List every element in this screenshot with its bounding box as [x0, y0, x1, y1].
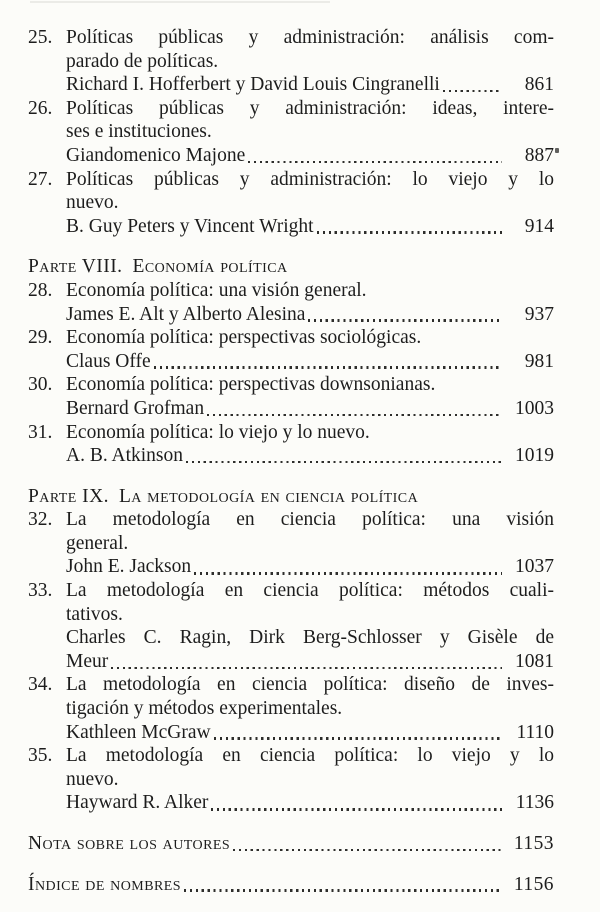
entry-title-text: La metodología en ciencia política: una visión	[66, 509, 554, 531]
entry-title-text: Economía política: perspectivas sociológicas.	[66, 327, 422, 349]
back-matter-title: Nota sobre los autores	[28, 833, 231, 854]
part-heading	[28, 485, 554, 509]
entry-author-row	[28, 73, 554, 97]
author-name: Meur	[66, 650, 109, 672]
page-number: 1003	[515, 397, 554, 419]
dot-leader	[248, 161, 502, 163]
dot-leader	[317, 231, 502, 233]
entry-number: 33.	[28, 580, 53, 602]
page-number: 914	[524, 215, 554, 237]
author-name: Bernard Grofman	[66, 397, 205, 419]
dot-leader	[443, 90, 502, 92]
page-number: 1156	[513, 873, 554, 895]
entry-title-continuation: tativos.	[66, 603, 123, 625]
back-matter-row	[28, 832, 554, 856]
entry-title-text: La metodología en ciencia política: diseño de inves-	[66, 674, 554, 696]
entry-title-line	[28, 168, 554, 192]
author-name: Hayward R. Alker	[66, 792, 209, 814]
entry-number: 34.	[28, 674, 53, 696]
page-number: 1153	[513, 833, 554, 854]
entry-author-row	[28, 444, 554, 468]
page-number: 1037	[515, 556, 554, 578]
back-matter-title: Índice de nombres	[28, 873, 182, 895]
entry-title-line	[28, 508, 554, 532]
entry-title-continuation: nuevo.	[66, 192, 119, 214]
author-name: B. Guy Peters y Vincent Wright	[66, 215, 314, 237]
part-title: La metodología en ciencia política	[118, 485, 419, 507]
entry-title-line	[28, 97, 554, 121]
author-name: Kathleen McGraw	[66, 721, 211, 743]
entry-number: 32.	[28, 509, 53, 531]
page-number: 861	[524, 74, 554, 96]
entry-title-line	[28, 421, 554, 445]
part-title: Economía política	[132, 256, 288, 278]
author-name: A. B. Atkinson	[66, 445, 184, 467]
entry-number: 30.	[28, 374, 53, 396]
entry-title-line	[28, 26, 554, 50]
entry-title-text: Políticas públicas y administración: análisis com-	[66, 27, 554, 48]
dot-leader	[154, 366, 502, 368]
entry-number: 35.	[28, 745, 53, 767]
entry-author-row	[28, 650, 554, 674]
dot-leader	[308, 319, 502, 321]
entry-title-text: Políticas públicas y administración: ideas, intere-	[66, 97, 554, 119]
dot-leader	[184, 889, 502, 891]
page-number: 981	[524, 350, 554, 372]
entry-author-row	[28, 555, 554, 579]
entry-title-line	[28, 744, 554, 768]
dot-leader	[194, 572, 502, 574]
entry-title-line	[28, 579, 554, 603]
entry-title-text: Economía política: una visión general.	[66, 279, 367, 301]
part-label: Parte VIII.	[28, 256, 123, 278]
dot-leader	[211, 808, 502, 810]
author-name: Claus Offe	[66, 350, 151, 372]
entry-title-line	[28, 373, 554, 397]
entry-author-row	[28, 350, 554, 374]
entry-number: 29.	[28, 327, 53, 349]
part-label: Parte IX.	[28, 485, 109, 507]
entry-number: 25.	[28, 27, 53, 48]
dot-leader	[186, 461, 502, 463]
entry-author-row	[28, 721, 554, 745]
entry-title-text: La metodología en ciencia política: métodos cuali-	[66, 580, 554, 602]
author-name: John E. Jackson	[66, 556, 192, 578]
entry-author-row	[28, 215, 554, 239]
page-number: 887	[524, 144, 554, 166]
entry-title-line	[28, 279, 554, 303]
page-number: 1110	[516, 721, 554, 743]
entry-title-text: Economía política: lo viejo y lo nuevo.	[66, 421, 370, 443]
entry-title-continuation: tigación y métodos experimentales.	[66, 698, 343, 720]
entry-author-row	[28, 791, 554, 815]
entry-title-continuation: general.	[66, 532, 129, 554]
entry-number: 27.	[28, 168, 53, 190]
entry-author-row	[28, 303, 554, 327]
entry-title-text: Economía política: perspectivas downsonianas.	[66, 374, 436, 396]
author-name: James E. Alt y Alberto Alesina	[66, 303, 306, 325]
entry-author-row	[28, 397, 554, 421]
dot-leader	[233, 849, 502, 851]
part-heading	[28, 255, 554, 279]
entry-title-line	[28, 673, 554, 697]
dot-leader	[111, 667, 502, 669]
dot-leader	[207, 414, 502, 416]
entry-number: 28.	[28, 279, 53, 301]
entry-title-continuation: ses e instituciones.	[66, 121, 212, 143]
author-name: Giandomenico Majone	[66, 144, 246, 166]
page-number: 1019	[515, 445, 554, 467]
back-matter-row	[28, 873, 554, 897]
entry-title-continuation: parado de políticas.	[66, 50, 219, 72]
entry-title-text: La metodología en ciencia política: lo viejo y lo	[66, 745, 554, 767]
scan-speck-artifact	[555, 148, 559, 153]
entry-title-line	[28, 326, 554, 350]
author-name: Richard I. Hofferbert y David Louis Cingranelli	[66, 74, 440, 96]
entry-number: 31.	[28, 421, 53, 443]
entry-number: 26.	[28, 97, 53, 119]
entry-title-continuation: nuevo.	[66, 768, 119, 790]
scan-smear-artifact	[30, 1, 330, 3]
page-number: 937	[524, 303, 554, 325]
dot-leader	[214, 737, 502, 739]
entry-author-continuation: Charles C. Ragin, Dirk Berg-Schlosser y Gisèle de	[66, 627, 554, 649]
entry-title-text: Políticas públicas y administración: lo viejo y lo	[66, 168, 554, 190]
entry-author-row	[28, 144, 554, 168]
page-number: 1136	[515, 792, 554, 814]
page-number: 1081	[515, 650, 554, 672]
